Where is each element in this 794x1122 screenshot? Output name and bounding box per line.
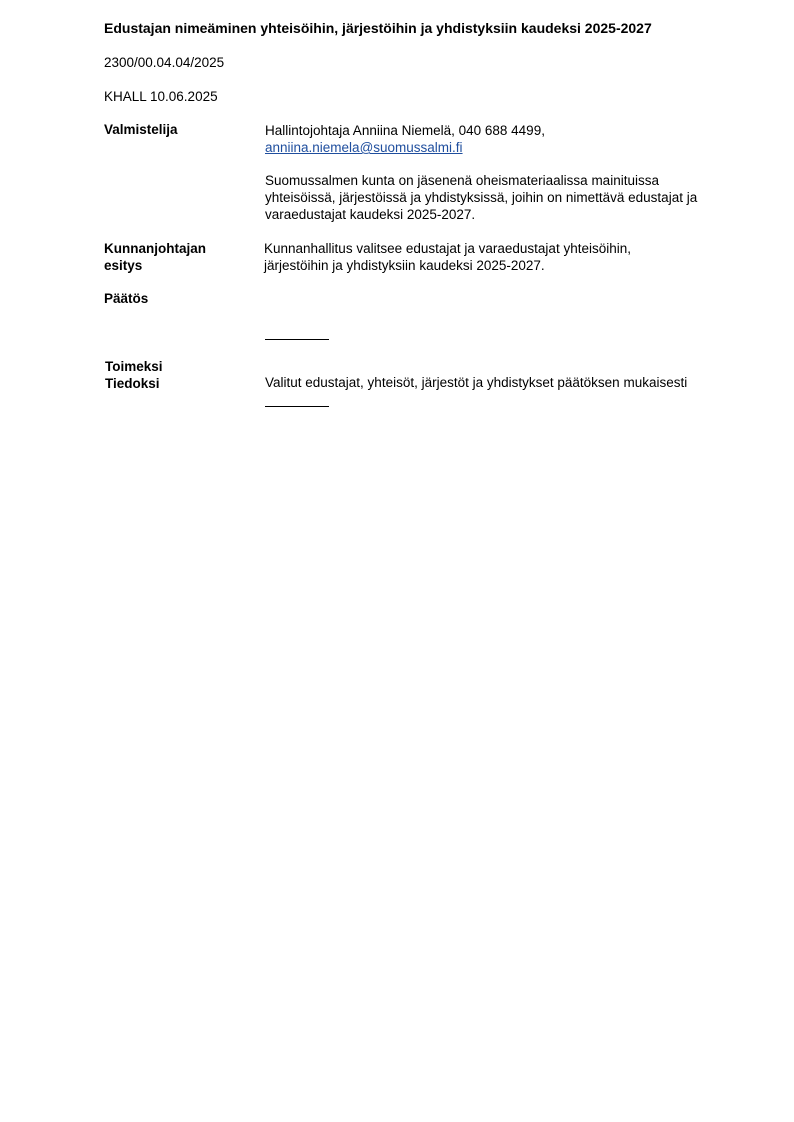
document-title: Edustajan nimeäminen yhteisöihin, järjestöihin ja yhdistyksiin kaudeksi 2025-2027 xyxy=(104,20,652,36)
preparer-email-link[interactable]: anniina.niemela@suomussalmi.fi xyxy=(265,140,463,155)
preparer-label: Valmistelija xyxy=(104,122,178,137)
proposal-label-line: Kunnanjohtajan xyxy=(104,241,206,256)
meeting-reference: KHALL 10.06.2025 xyxy=(104,89,218,104)
distribution-divider xyxy=(265,406,329,407)
preparer-description xyxy=(265,172,765,223)
preparer-description-line: varaedustajat kaudeksi 2025-2027. xyxy=(265,207,476,222)
preparer-description-line: yhteisöissä, järjestöissä ja yhdistyksissä, joihin on nimettävä edustajat ja xyxy=(265,190,698,205)
decision-divider xyxy=(265,339,329,340)
distribution-label-line: Toimeksi xyxy=(105,359,163,374)
proposal-text-line: Kunnanhallitus valitsee edustajat ja varaedustajat yhteisöihin, xyxy=(264,241,631,256)
proposal-label xyxy=(104,240,254,274)
distribution-text: Valitut edustajat, yhteisöt, järjestöt ja yhdistykset päätöksen mukaisesti xyxy=(265,375,688,390)
proposal-text xyxy=(264,240,764,274)
preparer-description-line: Suomussalmen kunta on jäsenenä oheismateriaalissa mainituissa xyxy=(265,173,659,188)
record-number: 2300/00.04.04/2025 xyxy=(104,55,225,70)
proposal-text-line: järjestöihin ja yhdistyksiin kaudeksi 2025-2027. xyxy=(264,258,545,273)
decision-label: Päätös xyxy=(104,291,149,306)
proposal-label-line: esitys xyxy=(104,258,143,273)
distribution-label-line: Tiedoksi xyxy=(105,376,160,391)
preparer-contact: Hallintojohtaja Anniina Niemelä, 040 688 4499, xyxy=(265,123,545,138)
preparer-contact-block xyxy=(265,122,765,156)
distribution-label xyxy=(105,358,255,392)
